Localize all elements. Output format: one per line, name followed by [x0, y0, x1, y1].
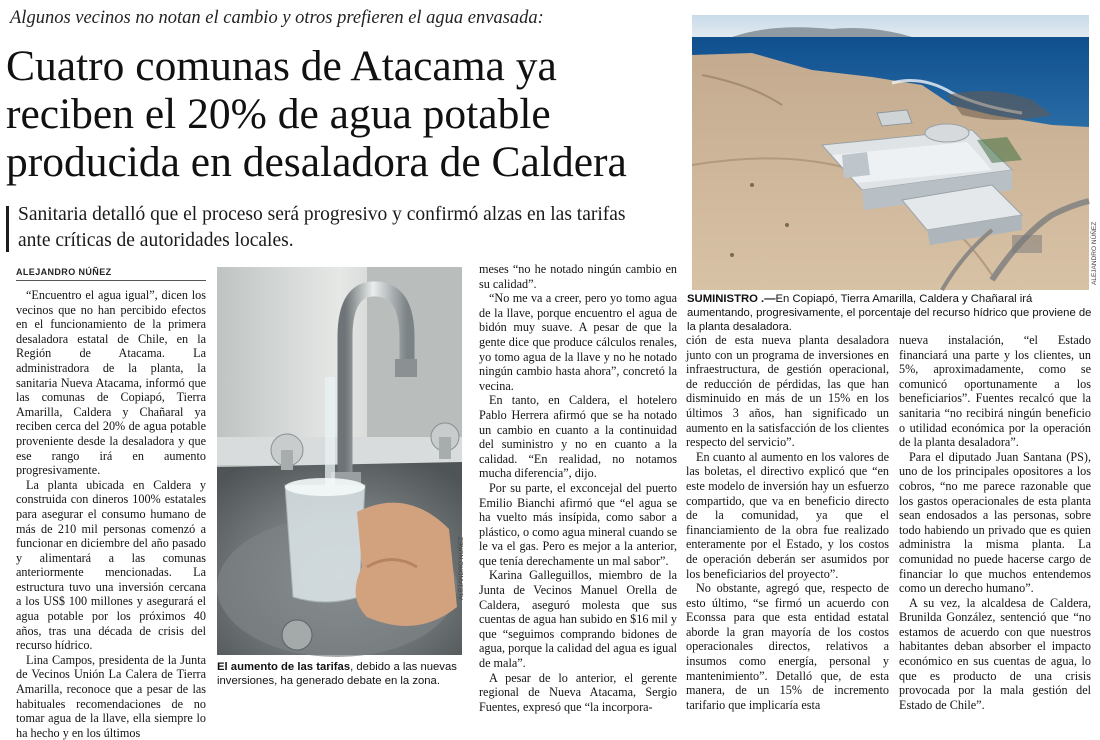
desalination-plant-photo [692, 15, 1089, 290]
deck-line-2: ante críticas de autoridades locales. [18, 230, 294, 251]
faucet-photo-illustration [217, 267, 462, 655]
headline-line-2: reciben el 20% de agua potable [6, 90, 551, 138]
deck-text [18, 202, 686, 254]
photo-caption [217, 660, 467, 688]
paragraph: “Encuentro el agua igual”, dicen los vecinos que no han percibido efectos en el funcionamiento de la primera desaladora estatal de Chile, en la Región de Atacama. La administradora de la planta, la sanitaria Nueva Atacama, informó que las comunas de Copiapó, Tierra Amarilla, Caldera y Chañaral ya reciben cerca del 20% de agua potable proveniente desde la desaladora y que ese rango irá en aumento progresivamente. [16, 288, 206, 478]
paragraph: A su vez, la alcaldesa de Caldera, Brunilda González, sentenció que “no estamos de acuerdo con que nuestros habitantes deban absorber el impacto económico en sus cuentas de agua, lo que es producto de una crisis provocada por la mala gestión del Estado de Chile”. [899, 595, 1091, 712]
paragraph: No obstante, agregó que, respecto de esto último, “se firmó un acuerdo con Econssa para que esta entidad estatal aborde la gran mayoría de los costos operacionales directos, relativos a insumos como energía, personal y mantenimiento”. Detalló que, de esta manera, de un 15% de incremento tarifario que implicaría esta [686, 581, 889, 712]
paragraph: Para el diputado Juan Santana (PS), uno de los principales opositores a los cobros, “no me parece razonable que los gastos operacionales de esta planta sean endosados a las personas, sobre todo habiendo un privado que es quien administra la misma planta. La comunidad no puede hacerse cargo de financiar lo que muchos entendemos como un derecho humano”. [899, 449, 1091, 596]
caption-text: En Copiapó, Tierra Amarilla, Caldera y Chañaral irá aumentando, progresivamente, el porcentaje del recurso hídrico que proviene de la planta desaladora. [687, 293, 1092, 333]
plant-photo-illustration [692, 15, 1089, 290]
paragraph: En cuanto al aumento en los valores de las boletas, el directivo explicó que “en este modelo de inversión hay un esfuerzo compartido, que va en beneficio directo de la comunidad, ya que el financiamiento de la obra fue realizado enteramente por el Estado, y los costos de operación deberán ser asumidos por los beneficiarios del proyecto”. [686, 449, 889, 581]
deck-bar [6, 206, 9, 252]
article-column-1 [16, 288, 206, 740]
photo-credit: ALEJANDRO NÚÑEZ [458, 536, 465, 600]
paragraph: A pesar de lo anterior, el gerente regional de Nueva Atacama, Sergio Fuentes, expresó que “la incorpora- [479, 670, 677, 714]
caption-text: , debido a las nuevas inversiones, ha generado debate en la zona. [217, 661, 457, 687]
paragraph: Lina Campos, presidenta de la Junta de Vecinos Unión La Calera de Tierra Amarilla, reconoce que a pesar de las habituales recomendaciones de no tomar agua de la llave, ella siempre lo ha hecho y en los últimos [16, 652, 206, 740]
article-column-2 [479, 262, 677, 714]
kicker: Algunos vecinos no notan el cambio y otros prefieren el agua envasada: [10, 8, 544, 28]
paragraph: “No me va a creer, pero yo tomo agua de la llave, porque encuentro el agua de bidón muy suave. A pesar de que la gente dice que produce cálculos renales, yo tomo agua de la llave y no he notado ningún cambio hasta ahora”, concretó la vecina. [479, 291, 677, 393]
headline-line-1: Cuatro comunas de Atacama ya [6, 42, 557, 90]
faucet-photo [217, 267, 462, 655]
paragraph: Por su parte, el exconcejal del puerto Emilio Bianchi afirmó que “el agua se ha vuelto más insípida, como sabor a plástico, o como agua mineral cuando se le va el gas. Pero es mejor a la anterior, que tenía derechamente un mal sabor”. [479, 480, 677, 568]
photo-credit: ALEJANDRO NÚÑEZ [1091, 221, 1098, 285]
deck [6, 200, 686, 256]
caption-lead: El aumento de las tarifas [217, 661, 351, 673]
paragraph: nueva instalación, “el Estado financiará una parte y los clientes, un 5%, aproximadamente, como se comunicó oportunamente a los beneficiarios”. Fuentes recalcó que la sanitaria “no recibirá ningún beneficio o utilidad económica por la operación de la planta desaladora”. [899, 333, 1091, 450]
byline-rule [16, 280, 206, 281]
caption-lead: SUMINISTRO .— [687, 293, 776, 305]
headline [6, 42, 696, 186]
headline-line-3: producida en desaladora de Caldera [6, 138, 627, 186]
deck-line-1: Sanitaria detalló que el proceso será progresivo y confirmó alzas en las tarifas [18, 204, 626, 225]
paragraph: Karina Galleguillos, miembro de la Junta de Vecinos Manuel Orella de Caldera, aseguró molesta que sus cuentas de agua han subido en $16 mil y que “seguimos comprando bidones de agua, porque la calidad del agua es igual de mala”. [479, 568, 677, 671]
paragraph: ción de esta nueva planta desaladora junto con un programa de inversiones en infraestructura, de gestión operacional, de reducción de pérdidas, las que han disminuido en más de un 15% en los últimos 3 años, han significado un aumento en la satisfacción de los clientes respecto del servicio”. [686, 333, 889, 450]
photo-caption [687, 292, 1092, 334]
paragraph: La planta ubicada en Caldera y construida con dineros 100% estatales para asegurar el consumo humano de más de 210 mil personas comenzó a funcionar en diciembre del año pasado y alimentará a las comunas anteriormente mencionadas. La estructura tuvo una inversión cercana a los US$ 100 millones y asegurará el agua potable por los próximos 40 años, tras una década de crisis del recurso hídrico. [16, 477, 206, 653]
paragraph: meses “no he notado ningún cambio en su calidad”. [479, 262, 677, 291]
paragraph: En tanto, en Caldera, el hotelero Pablo Herrera afirmó que se ha notado un cambio en cuanto a la continuidad del suministro y no en cuanto a la calidad. “En realidad, no notamos mucha diferencia”, dijo. [479, 393, 677, 481]
byline: ALEJANDRO NÚÑEZ [16, 267, 112, 277]
article-column-3 [686, 333, 889, 712]
article-column-4 [899, 333, 1091, 712]
